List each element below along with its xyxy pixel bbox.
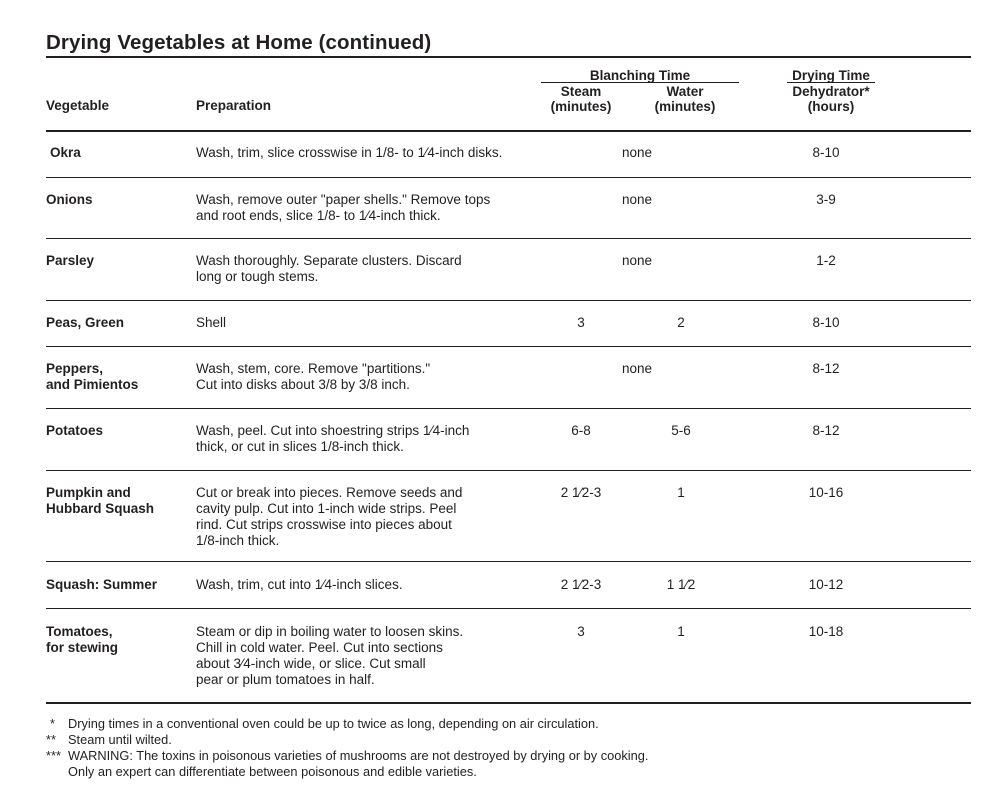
header-steam-minutes: (minutes) [550,99,612,114]
water-minutes: 1 [677,624,685,639]
footnote-text: WARNING: The toxins in poisonous varieties of mushrooms are not destroyed by drying or by cooking. [68,748,649,763]
row-divider [46,470,971,471]
steam-minutes: 6-8 [571,423,591,438]
preparation-text: Wash, peel. Cut into shoestring strips 1⁄4-inch [196,423,470,438]
header-hours: (hours) [807,99,855,114]
vegetable-name: Tomatoes, [46,624,113,639]
dehydrator-hours: 10-12 [808,577,844,592]
vegetable-name: Pumpkin and [46,485,131,500]
row-divider [46,238,971,239]
dehydrator-hours: 10-18 [808,624,844,639]
preparation-text: Wash, remove outer "paper shells." Remove tops [196,192,491,207]
preparation-text: Wash, stem, core. Remove "partitions." [196,361,431,376]
preparation-text: Cut or break into pieces. Remove seeds and [196,485,463,500]
vegetable-name: Okra [50,145,81,160]
row-divider [46,177,971,178]
preparation-text: rind. Cut strips crosswise into pieces about [196,517,452,532]
row-divider [46,608,971,609]
footnote-text: Steam until wilted. [68,732,172,747]
blanching-none: none [621,192,653,207]
water-minutes: 1 1⁄2 [666,577,696,592]
row-divider [46,561,971,562]
preparation-text: Steam or dip in boiling water to loosen skins. [196,624,464,639]
row-divider [46,346,971,347]
dehydrator-hours: 10-16 [808,485,844,500]
header-rule [46,130,971,132]
header-water: Water [666,84,704,99]
blanching-none: none [621,253,653,268]
vegetable-name: Squash: Summer [46,577,158,592]
preparation-text: Wash, trim, cut into 1⁄4-inch slices. [196,577,403,592]
dehydrator-hours: 8-12 [812,423,840,438]
dehydrator-hours: 8-10 [812,315,840,330]
steam-minutes: 3 [577,315,585,330]
preparation-text: thick, or cut in slices 1/8-inch thick. [196,439,404,454]
drying-underline [787,82,875,83]
blanching-none: none [621,361,653,376]
header-dehydrator: Dehydrator* [792,84,870,99]
vegetable-name: Potatoes [46,423,104,438]
vegetable-name: and Pimientos [46,377,139,392]
page-title: Drying Vegetables at Home (continued) [46,31,432,54]
preparation-text: Chill in cold water. Peel. Cut into sections [196,640,443,655]
preparation-text: Wash thoroughly. Separate clusters. Discard [196,253,462,268]
blanching-none: none [621,145,653,160]
row-divider [46,300,971,301]
vegetable-name: Parsley [46,253,95,268]
header-preparation: Preparation [196,98,272,113]
preparation-text: Wash, trim, slice crosswise in 1/8- to 1⁄4-inch disks. [196,145,503,160]
water-minutes: 2 [677,315,685,330]
dehydrator-hours: 3-9 [816,192,836,207]
header-water-minutes: (minutes) [654,99,716,114]
blanching-underline [541,82,739,83]
footnote-mark: *** [46,748,61,763]
dehydrator-hours: 8-10 [812,145,840,160]
header-drying-time: Drying Time [792,68,870,83]
dehydrator-hours: 1-2 [816,253,836,268]
footnote-mark: ** [46,732,56,747]
steam-minutes: 2 1⁄2-3 [560,577,602,592]
vegetable-name: Peppers, [46,361,104,376]
vegetable-name: Hubbard Squash [46,501,155,516]
vegetable-name: Onions [46,192,93,207]
footnote-text: Only an expert can differentiate between poisonous and edible varieties. [68,764,477,779]
header-blanching-time: Blanching Time [589,68,691,83]
footnote-mark: * [50,716,55,731]
vegetable-name: for stewing [46,640,119,655]
row-divider [46,408,971,409]
preparation-text: Cut into disks about 3/8 by 3/8 inch. [196,377,410,392]
steam-minutes: 3 [577,624,585,639]
preparation-text: and root ends, slice 1/8- to 1⁄4-inch thick. [196,208,441,223]
preparation-text: Shell [196,315,227,330]
preparation-text: pear or plum tomatoes in half. [196,672,375,687]
vegetable-name: Peas, Green [46,315,125,330]
dehydrator-hours: 8-12 [812,361,840,376]
header-steam: Steam [560,84,602,99]
water-minutes: 1 [677,485,685,500]
title-rule [46,56,971,58]
water-minutes: 5-6 [671,423,691,438]
preparation-text: long or tough stems. [196,269,319,284]
preparation-text: cavity pulp. Cut into 1-inch wide strips. Peel [196,501,457,516]
preparation-text: about 3⁄4-inch wide, or slice. Cut small [196,656,426,671]
header-vegetable: Vegetable [46,98,110,113]
footnote-text: Drying times in a conventional oven could be up to twice as long, depending on air circulation. [68,716,599,731]
preparation-text: 1/8-inch thick. [196,533,280,548]
steam-minutes: 2 1⁄2-3 [560,485,602,500]
row-divider [46,702,971,704]
